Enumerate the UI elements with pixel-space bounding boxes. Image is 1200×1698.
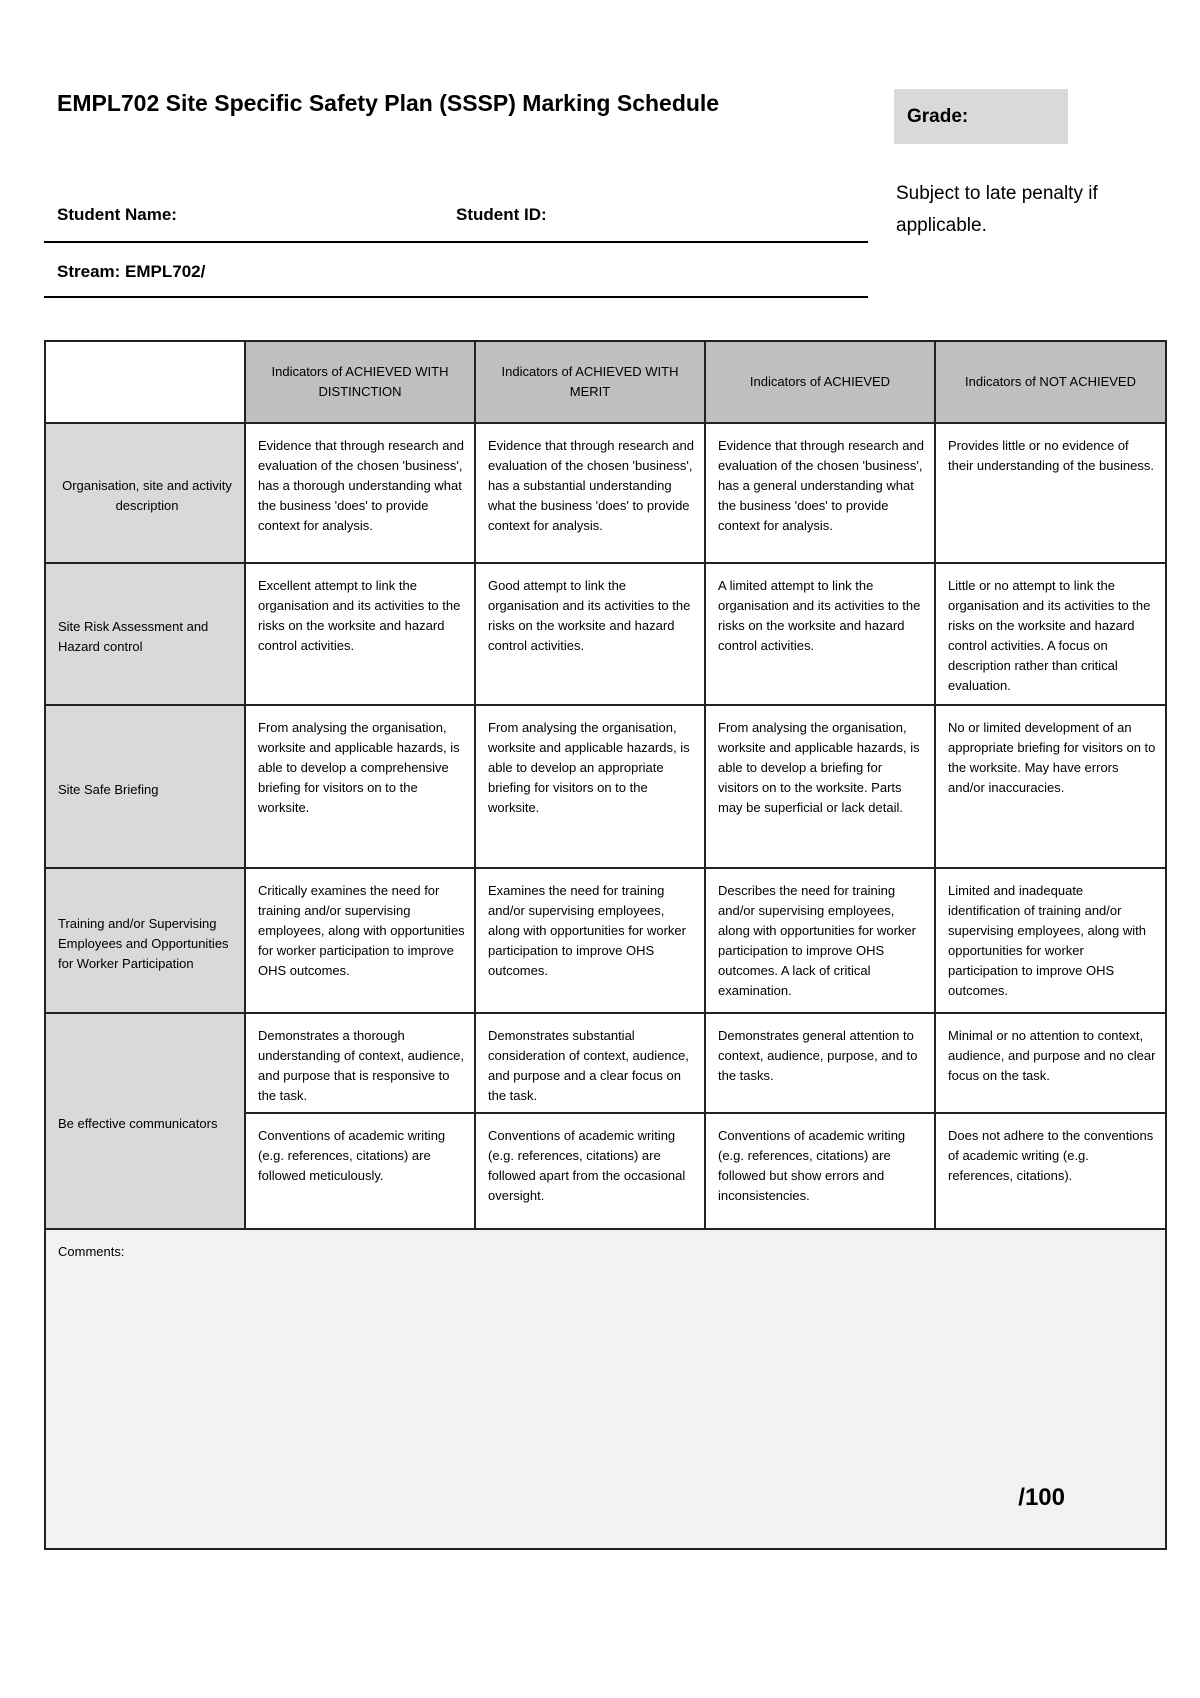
rubric-cell: Little or no attempt to link the organisation and its activities to the risks on the worksite and hazard control activities. A focus on description rather than critical evaluation. — [935, 563, 1166, 705]
column-header-not-achieved: Indicators of NOT ACHIEVED — [935, 341, 1166, 423]
rubric-cell: Provides little or no evidence of their understanding of the business. — [935, 423, 1166, 563]
table-row — [45, 868, 1166, 1013]
table-row — [45, 1013, 1166, 1113]
student-name-label: Student Name: — [57, 205, 177, 224]
table-row — [45, 705, 1166, 868]
rubric-cell: Examines the need for training and/or supervising employees, along with opportunities for worker participation to improve OHS outcomes. — [475, 868, 705, 1013]
rubric-cell: Minimal or no attention to context, audience, and purpose and no clear focus on the task. — [935, 1013, 1166, 1113]
rubric-cell: A limited attempt to link the organisation and its activities to the risks on the worksite and hazard control activities. — [705, 563, 935, 705]
rubric-cell: Excellent attempt to link the organisation and its activities to the risks on the worksite and hazard control activities. — [245, 563, 475, 705]
criterion-label: Be effective communicators — [45, 1013, 245, 1229]
stream-divider — [44, 296, 868, 298]
column-header-achieved: Indicators of ACHIEVED — [705, 341, 935, 423]
grade-label: Grade: — [907, 106, 969, 127]
table-row — [45, 563, 1166, 705]
column-header-distinction: Indicators of ACHIEVED WITH DISTINCTION — [245, 341, 475, 423]
rubric-cell: From analysing the organisation, worksite and applicable hazards, is able to develop an appropriate briefing for visitors on to the worksite. — [475, 705, 705, 868]
marking-rubric-table — [44, 340, 1167, 1550]
student-id-label: Student ID: — [456, 205, 547, 224]
stream-label: Stream: EMPL702/ — [57, 262, 206, 281]
rubric-corner-cell — [45, 341, 245, 423]
rubric-header-row — [45, 341, 1166, 423]
grade-box[interactable] — [894, 89, 1068, 144]
comments-row — [45, 1229, 1166, 1549]
rubric-cell: Conventions of academic writing (e.g. references, citations) are followed but show errors and inconsistencies. — [705, 1113, 935, 1229]
rubric-cell: Evidence that through research and evaluation of the chosen 'business', has a substantial understanding what the business 'does' to provide context for analysis. — [475, 423, 705, 563]
criterion-label: Organisation, site and activity description — [45, 423, 245, 563]
rubric-cell: Critically examines the need for training and/or supervising employees, along with opportunities for worker participation to improve OHS outcomes. — [245, 868, 475, 1013]
criterion-label: Site Safe Briefing — [45, 705, 245, 868]
rubric-cell: Evidence that through research and evaluation of the chosen 'business', has a thorough understanding what the business 'does' to provide context for analysis. — [245, 423, 475, 563]
rubric-cell: Demonstrates a thorough understanding of context, audience, and purpose that is responsive to the task. — [245, 1013, 475, 1113]
rubric-cell: Demonstrates general attention to context, audience, purpose, and to the tasks. — [705, 1013, 935, 1113]
rubric-cell: Demonstrates substantial consideration of context, audience, and purpose and a clear focus on the task. — [475, 1013, 705, 1113]
rubric-cell: Conventions of academic writing (e.g. references, citations) are followed meticulously. — [245, 1113, 475, 1229]
score-total: /100 — [1018, 1484, 1065, 1511]
rubric-cell: From analysing the organisation, worksite and applicable hazards, is able to develop a briefing for visitors on to the worksite. Parts may be superficial or lack detail. — [705, 705, 935, 868]
comments-label: Comments: — [58, 1244, 125, 1259]
rubric-cell: No or limited development of an appropriate briefing for visitors on to the worksite. May have errors and/or inaccuracies. — [935, 705, 1166, 868]
criterion-label: Site Risk Assessment and Hazard control — [45, 563, 245, 705]
column-header-merit: Indicators of ACHIEVED WITH MERIT — [475, 341, 705, 423]
student-info-divider — [44, 241, 868, 243]
rubric-cell: Conventions of academic writing (e.g. references, citations) are followed apart from the occasional oversight. — [475, 1113, 705, 1229]
rubric-cell: Does not adhere to the conventions of academic writing (e.g. references, citations). — [935, 1113, 1166, 1229]
page-title: EMPL702 Site Specific Safety Plan (SSSP) Marking Schedule — [57, 90, 720, 116]
rubric-cell: Evidence that through research and evaluation of the chosen 'business', has a general understanding what the business 'does' to provide context for analysis. — [705, 423, 935, 563]
rubric-cell: From analysing the organisation, worksite and applicable hazards, is able to develop a comprehensive briefing for visitors on to the worksite. — [245, 705, 475, 868]
comments-area[interactable] — [45, 1229, 1166, 1549]
criterion-label: Training and/or Supervising Employees and Opportunities for Worker Participation — [45, 868, 245, 1013]
rubric-cell: Limited and inadequate identification of training and/or supervising employees, along with opportunities for worker participation to improve OHS outcomes. — [935, 868, 1166, 1013]
rubric-cell: Good attempt to link the organisation and its activities to the risks on the worksite and hazard control activities. — [475, 563, 705, 705]
table-row — [45, 423, 1166, 563]
late-penalty-note: Subject to late penalty if applicable. — [896, 183, 1098, 236]
rubric-cell: Describes the need for training and/or supervising employees, along with opportunities for worker participation to improve OHS outcomes. A lack of critical examination. — [705, 868, 935, 1013]
